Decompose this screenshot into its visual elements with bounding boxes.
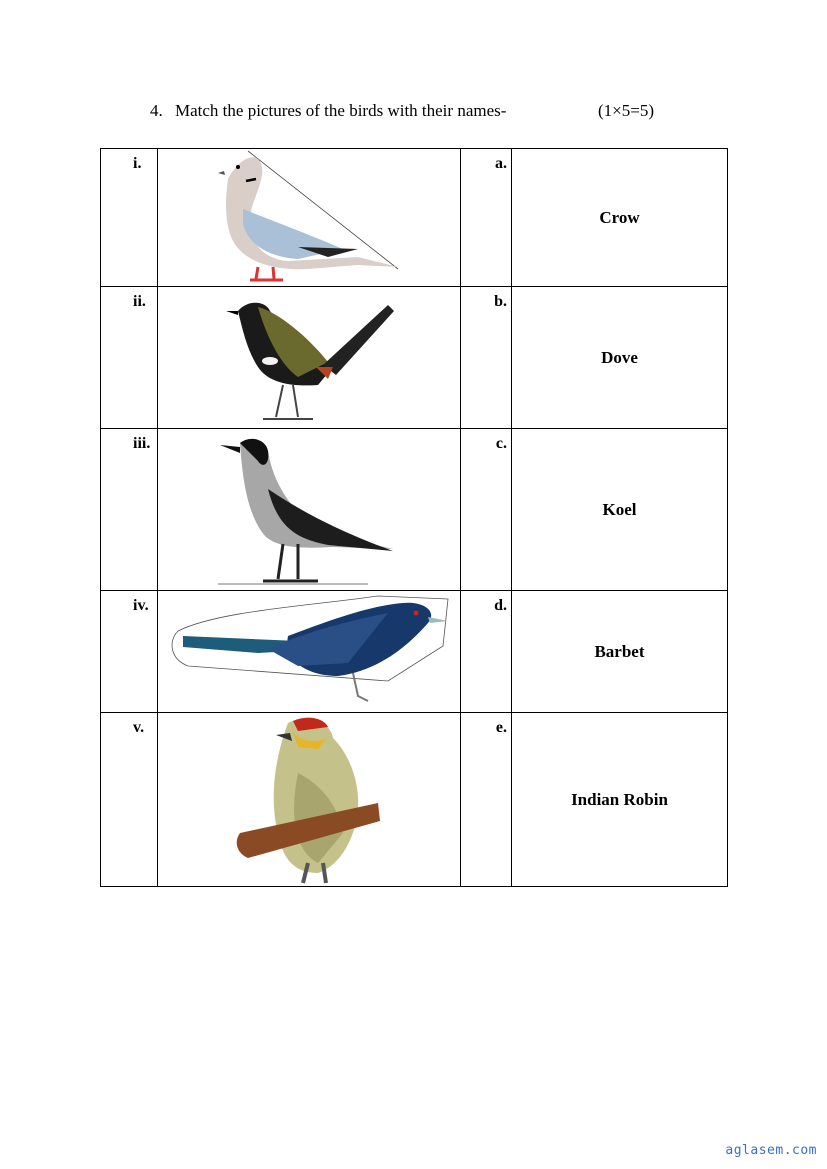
table-row [101,149,728,287]
bird-name: Indian Robin [512,713,728,887]
barbet-picture [158,713,461,887]
table-row [101,429,728,591]
crow-picture [158,429,461,591]
row-number: i. [101,149,158,287]
site-watermark: aglasem.com [725,1143,817,1158]
row-number: iii. [101,429,158,591]
table-row [101,287,728,429]
question-marks: (1×5=5) [598,101,654,120]
option-letter: d. [461,591,512,713]
bird-name: Dove [512,287,728,429]
row-number: iv. [101,591,158,713]
bird-name: Barbet [512,591,728,713]
option-letter: e. [461,713,512,887]
option-letter: a. [461,149,512,287]
matching-table [100,148,728,887]
table-row [101,713,728,887]
row-number: ii. [101,287,158,429]
bird-name: Koel [512,429,728,591]
question-text: Match the pictures of the birds with their names- [175,101,507,120]
dove-picture [158,149,461,287]
koel-picture [158,591,461,713]
question-number: 4. [150,101,163,120]
table-row [101,591,728,713]
row-number: v. [101,713,158,887]
bird-name: Crow [512,149,728,287]
question-line [150,101,654,121]
option-letter: b. [461,287,512,429]
robin-picture [158,287,461,429]
option-letter: c. [461,429,512,591]
